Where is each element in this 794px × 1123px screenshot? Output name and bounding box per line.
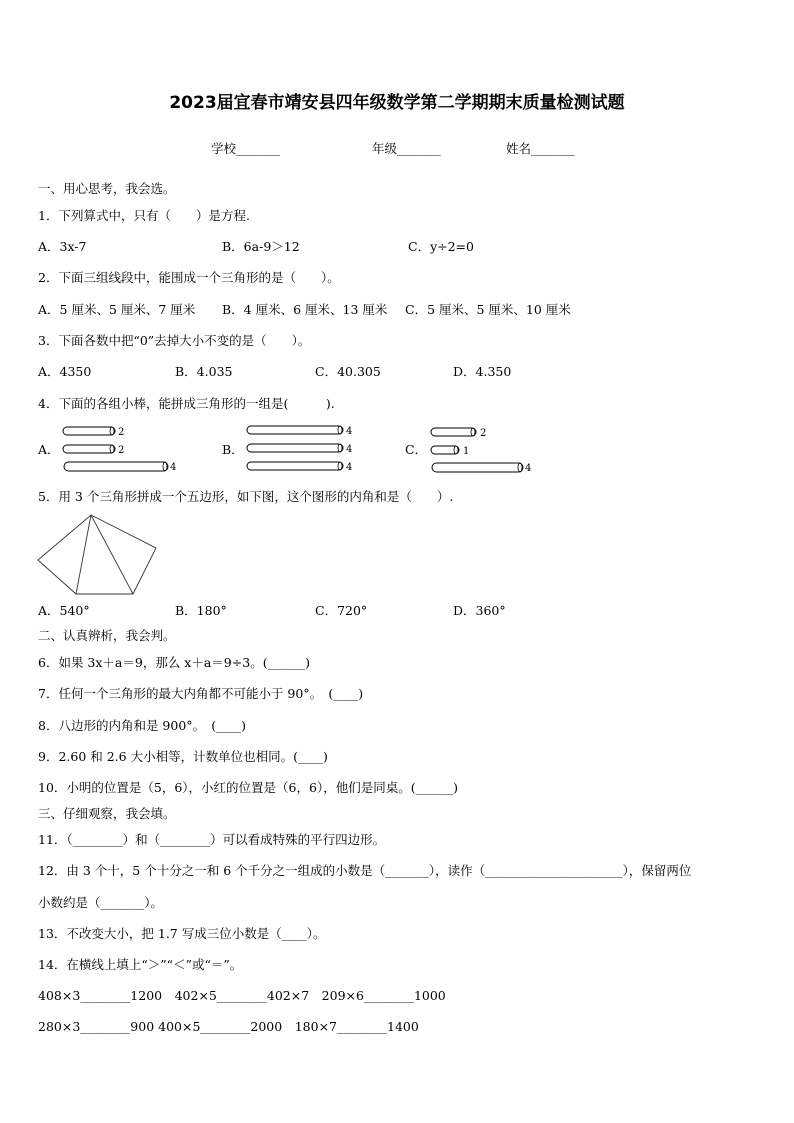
q3-option-c: C．40.305: [315, 364, 381, 379]
question-1: 1．下列算式中，只有（ ）是方程.: [38, 208, 250, 223]
q1-option-c: C．y÷2=0: [408, 239, 474, 254]
stick-b2: [247, 444, 352, 455]
question-3: 3．下面各数中把“0”去掉大小不变的是（ ）。: [38, 333, 311, 348]
question-2: 2．下面三组线段中，能围成一个三角形的是（ ）。: [38, 270, 340, 285]
name-field: 姓名_______: [506, 141, 575, 156]
q5-option-a: A．540°: [38, 603, 90, 618]
grade-field: 年级_______: [372, 141, 441, 156]
stick-c3: [432, 463, 531, 474]
question-14-row-2: 280×3________900 400×5________2000 180×7________1400: [38, 1019, 419, 1034]
q2-option-a: A．5 厘米、5 厘米、7 厘米: [38, 302, 196, 317]
pentagon-diagonal-2: [91, 515, 133, 594]
q5-option-d: D．360°: [453, 603, 506, 618]
q3-option-a: A．4350: [38, 364, 92, 379]
q4-sticks-c: [430, 425, 560, 475]
stick-a2: [63, 445, 124, 456]
section-3-heading: 三、仔细观察，我会填。: [38, 806, 176, 821]
section-2-heading: 二、认真辨析，我会判。: [38, 628, 176, 643]
question-8: 8．八边形的内角和是 900°。 (____): [38, 718, 247, 733]
stick-c2-label: 1: [463, 446, 470, 457]
question-9: 9．2.60 和 2.6 大小相等，计数单位也相同。(____): [38, 749, 328, 764]
pentagon-figure: [37, 514, 162, 596]
q1-option-a: A．3x-7: [38, 239, 87, 254]
q2-option-c: C．5 厘米、5 厘米、10 厘米: [405, 302, 571, 317]
section-1-heading: 一、用心思考，我会选。: [38, 181, 176, 196]
stick-b3-label: 4: [346, 462, 353, 473]
question-10: 10．小明的位置是（5，6），小红的位置是（6，6），他们是同桌。(______): [38, 780, 458, 795]
stick-a1: [63, 427, 124, 438]
stick-b1-label: 4: [346, 426, 353, 437]
stick-b2-label: 4: [346, 444, 353, 455]
question-14-row-1: 408×3________1200 402×5________402×7 209×6________1000: [38, 988, 446, 1003]
stick-c1: [431, 428, 486, 439]
stick-c1-label: 2: [480, 428, 487, 439]
question-12-line-2: 小数约是（_______）。: [38, 895, 164, 910]
page-title: 2023届宜春市靖安县四年级数学第二学期期末质量检测试题: [169, 93, 625, 113]
stick-a1-label: 2: [118, 427, 125, 438]
q5-option-c: C．720°: [315, 603, 368, 618]
question-14: 14．在横线上填上“＞”“＜”或“＝”。: [38, 957, 243, 972]
q4-option-b: B．: [222, 442, 244, 457]
pentagon-diagonal-1: [76, 515, 91, 594]
question-5: 5．用 3 个三角形拼成一个五边形，如下图，这个图形的内角和是（ ）.: [38, 489, 454, 504]
q4-sticks-a: [62, 425, 192, 475]
q5-option-b: B．180°: [175, 603, 227, 618]
question-6: 6．如果 3x＋a＝9，那么 x＋a＝9÷3。(______): [38, 655, 310, 670]
q2-option-b: B．4 厘米、6 厘米、13 厘米: [222, 302, 388, 317]
stick-b3: [247, 462, 352, 473]
q4-option-c: C．: [405, 442, 428, 457]
question-12-line-1: 12．由 3 个十，5 个十分之一和 6 个千分之一组成的小数是（_______），读作（______________________），保留两位: [38, 863, 692, 878]
stick-c3-label: 4: [525, 463, 532, 474]
school-field: 学校_______: [211, 141, 280, 156]
q4-sticks-b: [246, 424, 376, 474]
q3-option-b: B．4.035: [175, 364, 233, 379]
question-4: 4．下面的各组小棒，能拼成三角形的一组是( ).: [38, 396, 335, 411]
q3-option-d: D．4.350: [453, 364, 512, 379]
stick-c2: [431, 446, 469, 457]
stick-a3-label: 4: [170, 462, 177, 473]
stick-a2-label: 2: [118, 445, 125, 456]
question-11: 11．（________）和（________）可以看成特殊的平行四边形。: [38, 832, 386, 847]
question-13: 13．不改变大小，把 1.7 写成三位小数是（____）。: [38, 926, 326, 941]
q1-option-b: B．6a-9＞12: [222, 239, 300, 254]
stick-a3: [64, 462, 176, 473]
stick-b1: [247, 426, 352, 437]
q4-option-a: A．: [38, 442, 60, 457]
question-7: 7．任何一个三角形的最大内角都不可能小于 90°。 (____): [38, 686, 364, 701]
